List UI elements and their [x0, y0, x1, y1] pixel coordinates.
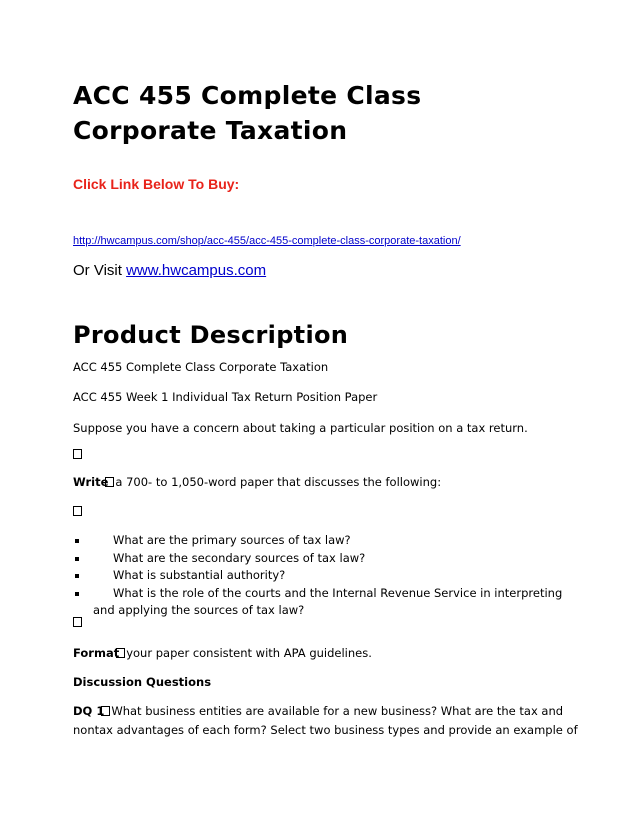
dq-line-2: nontax advantages of each form? Select two business types and provide an example of	[73, 723, 578, 737]
description-line-1: ACC 455 Complete Class Corporate Taxation	[73, 360, 329, 374]
page-title	[73, 78, 421, 148]
write-bold: Write	[73, 475, 109, 489]
bullet-icon	[75, 592, 79, 596]
dq-rest: What business entities are available for a new business? What are the tax and	[111, 704, 564, 718]
list-item: What is the role of the courts and the Internal Revenue Service in interpreting and applying the sources of tax law?	[73, 585, 562, 620]
missing-glyph-icon	[116, 648, 125, 658]
dq-line-1	[73, 703, 563, 720]
question-list	[73, 532, 562, 620]
format-line	[73, 645, 372, 662]
placeholder-box-3	[73, 614, 82, 631]
missing-glyph-icon	[73, 449, 82, 459]
placeholder-box-2	[73, 503, 82, 520]
discussion-heading: Discussion Questions	[73, 675, 212, 689]
visit-link[interactable]: www.hwcampus.com	[126, 262, 267, 279]
list-item: What are the primary sources of tax law?	[73, 532, 562, 550]
missing-glyph-icon	[73, 617, 82, 627]
description-line-2: ACC 455 Week 1 Individual Tax Return Position Paper	[73, 390, 378, 404]
format-rest: your paper consistent with APA guidelines.	[126, 646, 372, 660]
description-line-3: Suppose you have a concern about taking a particular position on a tax return.	[73, 421, 528, 435]
bullet-icon	[75, 557, 79, 561]
write-rest: a 700- to 1,050-word paper that discusses the following:	[115, 475, 442, 489]
visit-line	[73, 262, 266, 279]
missing-glyph-icon	[101, 706, 110, 716]
format-bold: Format	[73, 646, 120, 660]
bullet-icon	[75, 574, 79, 578]
missing-glyph-icon	[73, 506, 82, 516]
list-item-continuation: and applying the sources of tax law?	[93, 603, 305, 617]
title-line-2: Corporate Taxation	[73, 116, 348, 145]
write-line	[73, 474, 441, 491]
dq-bold: DQ 1	[73, 704, 105, 718]
buy-label: Click Link Below To Buy:	[73, 176, 240, 192]
list-item: What are the secondary sources of tax law?	[73, 550, 562, 568]
list-item: What is substantial authority?	[73, 567, 562, 585]
title-line-1: ACC 455 Complete Class	[73, 81, 422, 110]
bullet-icon	[75, 539, 79, 543]
placeholder-box-1	[73, 446, 82, 463]
buy-link[interactable]: http://hwcampus.com/shop/acc-455/acc-455-complete-class-corporate-taxation/	[73, 235, 461, 247]
product-description-heading: Product Description	[73, 321, 349, 349]
missing-glyph-icon	[105, 477, 114, 487]
visit-prefix: Or Visit	[73, 262, 127, 279]
